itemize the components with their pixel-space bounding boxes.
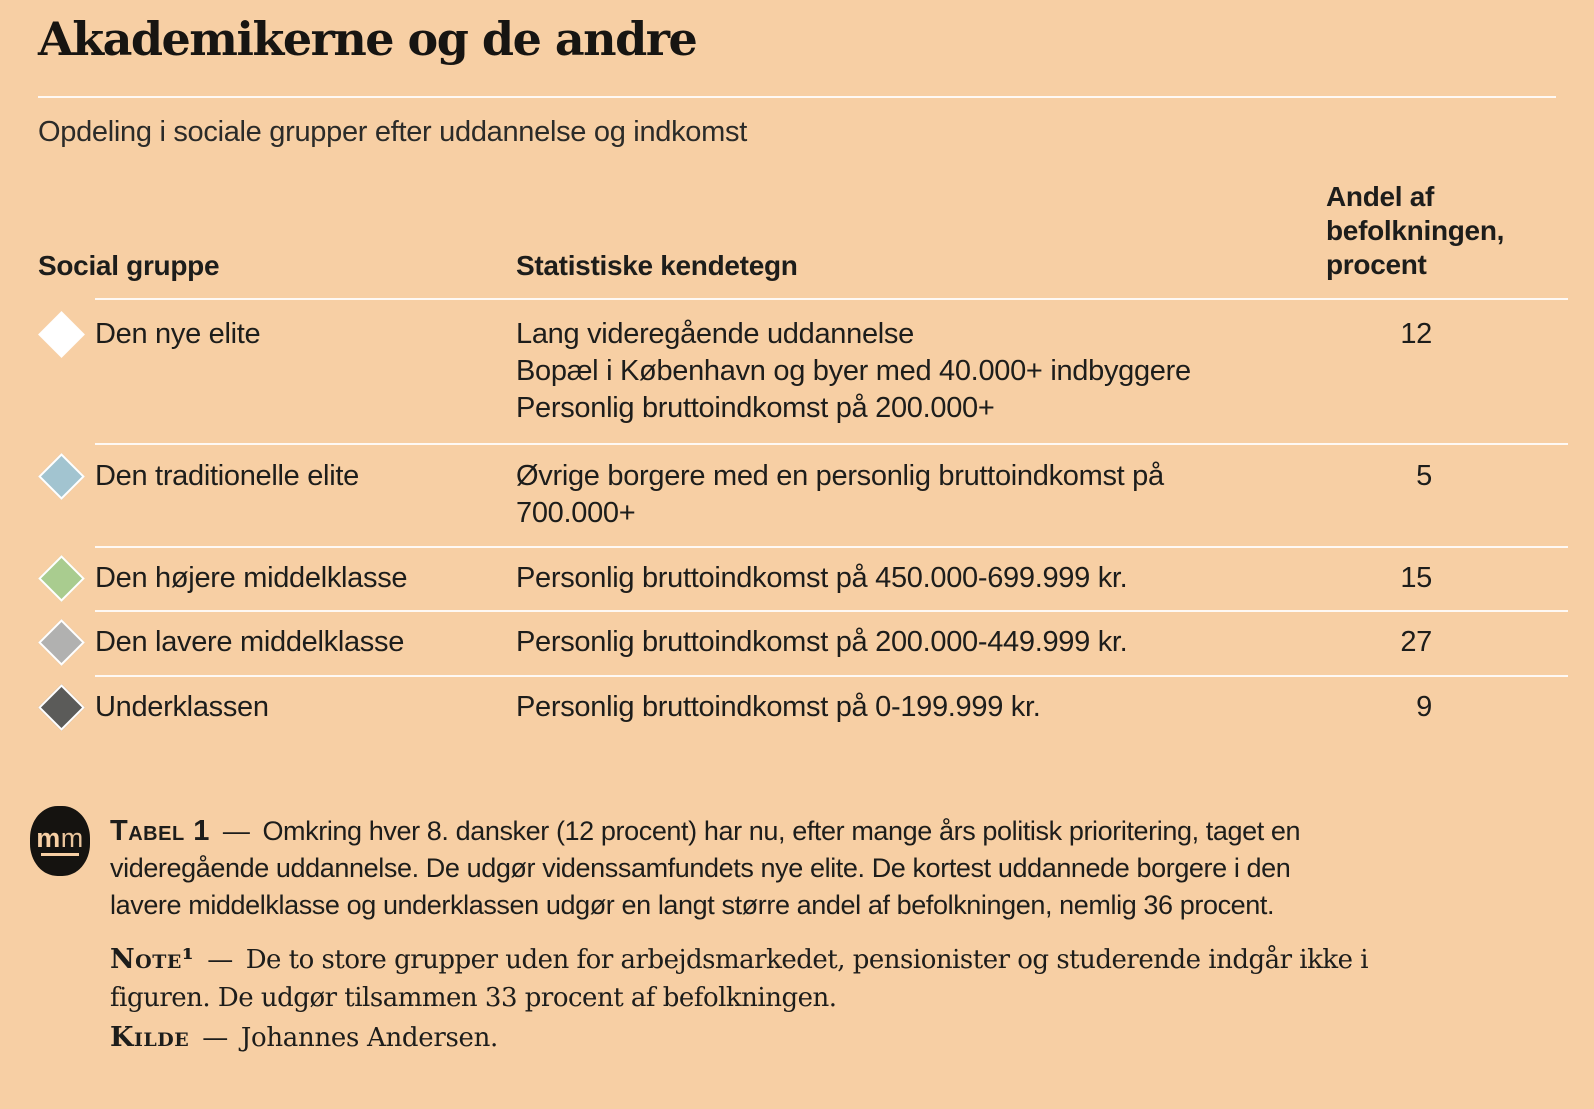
group-traits (516, 560, 1326, 597)
group-traits (516, 316, 1326, 427)
note-dash: — (207, 945, 233, 975)
table-caption (110, 813, 1570, 924)
column-header-andel (1326, 180, 1568, 282)
diamond-icon (38, 555, 85, 602)
group-name: Den nye elite (95, 318, 261, 350)
mm-logo (30, 806, 90, 876)
share-value: 9 (1416, 691, 1432, 723)
source-dash: — (202, 1023, 228, 1053)
share-value: 12 (1400, 318, 1432, 350)
page-title: Akademikerne og de andre (38, 12, 697, 66)
source-block (110, 1022, 498, 1053)
table-row (38, 546, 1568, 610)
caption-line (110, 813, 1570, 850)
table-row (38, 443, 1568, 546)
trait-line: Personlig bruttoindkomst på 200.000+ (516, 392, 995, 424)
share-value: 27 (1400, 626, 1432, 658)
column-header-andel-line2: befolkningen, (1326, 215, 1505, 246)
table-header-row (38, 180, 1568, 298)
group-name: Den højere middelklasse (95, 562, 408, 594)
share-value: 5 (1416, 460, 1432, 492)
group-name: Den traditionelle elite (95, 460, 359, 492)
diamond-icon (38, 453, 85, 500)
caption-label: Tabel 1 (110, 815, 210, 847)
caption-text: Omkring hver 8. dansker (12 procent) har nu, efter mange års politisk prioritering, taget en (262, 816, 1301, 846)
source-label: Kilde (110, 1022, 190, 1053)
column-header-andel-line3: procent (1326, 249, 1427, 280)
page-subtitle: Opdeling i sociale grupper efter uddannelse og indkomst (38, 116, 747, 148)
group-name: Underklassen (95, 691, 269, 723)
table-row (38, 300, 1568, 443)
diamond-icon (38, 311, 85, 358)
mm-logo-underline (41, 853, 79, 856)
trait-line: Lang videregående uddannelse (516, 318, 914, 350)
trait-line: Øvrige borgere med en personlig bruttoindkomst på (516, 460, 1164, 492)
column-header-statistiske-kendetegn: Statistiske kendetegn (516, 250, 798, 281)
group-name: Den lavere middelklasse (95, 626, 405, 658)
trait-line: Personlig bruttoindkomst på 450.000-699.999 kr. (516, 562, 1128, 594)
trait-line: Personlig bruttoindkomst på 200.000-449.999 kr. (516, 626, 1128, 658)
note-text: De to store grupper uden for arbejdsmarkedet, pensionister og studerende indgår ikke i (245, 945, 1369, 975)
mm-logo-letter: m (36, 823, 61, 853)
share-value: 15 (1400, 562, 1432, 594)
diamond-icon (38, 619, 85, 666)
source-text: Johannes Andersen. (240, 1023, 499, 1053)
group-traits (516, 458, 1326, 532)
group-traits (516, 624, 1326, 661)
table-row (38, 610, 1568, 675)
caption-dash: — (222, 816, 250, 846)
trait-line: Personlig bruttoindkomst på 0-199.999 kr. (516, 691, 1041, 723)
trait-line: 700.000+ (516, 497, 636, 529)
note-line (110, 941, 1570, 979)
caption-line: lavere middelklasse og underklassen udgør en langt større andel af befolkningen, nemlig 36 procent. (110, 890, 1275, 920)
caption-line: videregående uddannelse. De udgør videnssamfundets nye elite. De kortest uddannede borgere i den (110, 853, 1291, 883)
diamond-icon (38, 684, 85, 731)
mm-logo-letter: m (60, 823, 84, 853)
column-header-social-gruppe: Social gruppe (38, 250, 220, 281)
social-groups-table (38, 180, 1568, 738)
note-line: figuren. De udgør tilsammen 33 procent af befolkningen. (110, 983, 837, 1013)
title-divider (38, 96, 1556, 98)
table-row (38, 675, 1568, 738)
group-traits (516, 689, 1326, 726)
note-block (110, 941, 1570, 1017)
mm-logo-text (36, 823, 84, 853)
trait-line: Bopæl i København og byer med 40.000+ indbyggere (516, 355, 1191, 387)
note-label: Note¹ (110, 944, 195, 975)
column-header-andel-line1: Andel af (1326, 181, 1435, 212)
